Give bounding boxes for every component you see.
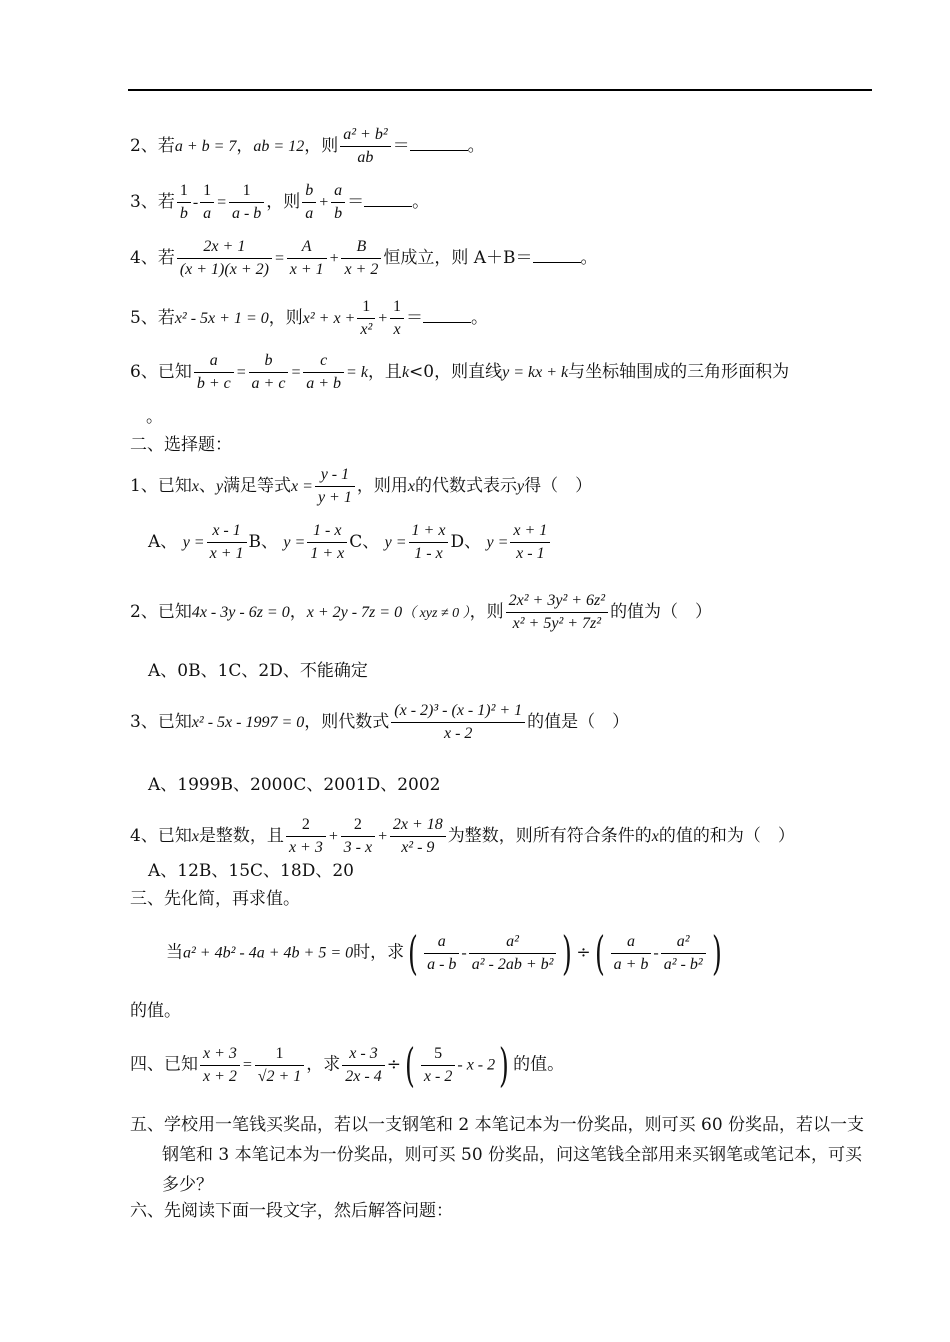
text: 。 <box>580 248 598 268</box>
math: x² - 5x - 1997 = 0 <box>191 714 305 731</box>
text: ＝ <box>406 308 424 328</box>
math: + <box>328 250 340 267</box>
right-paren: ) <box>499 1038 510 1092</box>
text: 是整数，且 <box>198 826 284 846</box>
denominator: a - b <box>427 955 457 973</box>
header-rule <box>128 89 872 91</box>
math: ab = 12 <box>253 138 305 155</box>
fraction <box>307 520 347 565</box>
numerator: a <box>611 931 652 954</box>
text: 的值。 <box>130 1001 181 1021</box>
numerator: 1 <box>229 180 264 203</box>
question-number: 1、 <box>130 476 158 496</box>
question-number: 6、 <box>130 362 158 382</box>
denominator: 1 + x <box>310 545 345 562</box>
denominator: x + 2 <box>203 1067 237 1085</box>
text: ，则 <box>304 136 339 156</box>
section-title: 六、先阅读下面一段文字，然后解答问题： <box>130 1201 453 1221</box>
denominator: b <box>179 205 188 222</box>
option-c[interactable] <box>349 522 450 562</box>
numerator: 1 <box>390 296 404 319</box>
option-c[interactable]: C、2001 <box>293 775 367 795</box>
fraction <box>611 931 652 976</box>
math: x <box>407 478 415 495</box>
numerator: 1 <box>200 180 214 203</box>
denominator: a² - 2ab + b² <box>471 955 554 973</box>
option-label: C、 <box>349 532 380 552</box>
fraction <box>342 1043 384 1088</box>
section-title: 二、选择题： <box>130 435 232 455</box>
question-number: 4、 <box>130 248 158 268</box>
denominator: y + 1 <box>317 489 352 506</box>
math: y = <box>182 534 205 551</box>
fraction <box>341 814 375 859</box>
math: ÷ <box>576 942 591 963</box>
text: ，则 <box>268 308 303 328</box>
answer-blank[interactable] <box>364 192 412 207</box>
numerator: x + 1 <box>510 520 550 543</box>
math: （ xyz ≠ 0 ） <box>402 606 470 621</box>
denominator: x - 2 <box>423 1067 453 1085</box>
numerator: 2x + 18 <box>390 814 446 837</box>
denominator: 1 - x <box>414 545 443 562</box>
math: y = <box>384 534 407 551</box>
denominator: x <box>393 321 401 338</box>
text: 已知 <box>157 362 192 382</box>
answer-blank[interactable] <box>533 248 581 263</box>
math: - x - 2 <box>457 1056 496 1074</box>
question-3 <box>130 180 429 225</box>
section-title: 三、先化简，再求值。 <box>130 889 300 909</box>
math: = <box>235 364 247 381</box>
numerator: A <box>287 236 327 259</box>
option-label: D、 <box>450 532 482 552</box>
option-label: A、 <box>148 532 178 552</box>
denominator: x + 1 <box>289 261 324 278</box>
math: = <box>273 250 285 267</box>
denominator: x - 2 <box>444 725 473 742</box>
left-paren: ( <box>594 926 605 980</box>
numerator: (x - 2)³ - (x - 1)² + 1 <box>391 700 525 723</box>
question-number: 5、 <box>130 308 158 328</box>
text: 。 <box>412 192 430 212</box>
section-title: 四、已知 <box>130 1054 198 1075</box>
text: 的值。 <box>513 1054 565 1075</box>
denominator: a <box>305 205 314 222</box>
fraction <box>424 931 459 976</box>
numerator: a <box>424 931 459 954</box>
math: + <box>377 310 389 327</box>
math: + <box>377 828 388 845</box>
numerator: x + 3 <box>200 1043 240 1066</box>
question-4 <box>130 236 598 281</box>
numerator: 1 <box>255 1043 305 1066</box>
text: ，则代数式 <box>304 712 390 732</box>
text: 的代数式表示 <box>414 476 517 496</box>
text: 的值为（ ） <box>610 602 713 622</box>
fraction <box>315 464 355 509</box>
answer-blank[interactable] <box>423 308 471 323</box>
denominator: ab <box>357 149 374 166</box>
choice-question-4 <box>130 814 795 859</box>
question-number: 3、 <box>130 712 158 732</box>
denominator: a + b <box>613 955 649 973</box>
choice-1-options <box>148 520 552 565</box>
fraction <box>302 180 316 225</box>
right-paren: ) <box>562 926 573 980</box>
text: ，则用 <box>356 476 408 496</box>
fraction <box>661 931 706 976</box>
question-number: 3、 <box>130 192 158 212</box>
math: a² + 4b² - 4a + 4b + 5 = 0 <box>183 944 354 962</box>
fraction <box>340 124 390 169</box>
math: - <box>192 194 199 211</box>
denominator: x + 2 <box>344 261 379 278</box>
section-3-tail <box>130 1000 181 1022</box>
fraction <box>177 180 191 225</box>
numerator: y - 1 <box>315 464 355 487</box>
option-label: B、 <box>248 532 278 552</box>
option-d[interactable] <box>450 522 552 562</box>
math: - <box>653 944 659 962</box>
numerator: 2 <box>286 814 326 837</box>
denominator: x² + 5y² + 7z² <box>512 615 602 632</box>
denominator: √2 + 1 <box>257 1067 302 1085</box>
denominator: 3 - x <box>343 839 373 856</box>
fraction <box>469 931 557 976</box>
text: ＝ <box>392 136 410 156</box>
section-2-title <box>130 434 232 456</box>
question-number: 2、 <box>130 602 158 622</box>
math: k <box>401 364 410 381</box>
math: 4x - 3y - 6z = 0 <box>191 604 290 621</box>
choice-4-options <box>148 860 354 882</box>
math: y <box>215 478 224 495</box>
math: + <box>327 828 339 845</box>
math: x = <box>291 478 313 495</box>
text: ，则 <box>266 192 301 212</box>
text: 、 <box>198 476 216 496</box>
option-a[interactable]: A、1999 <box>148 775 221 795</box>
denominator: a <box>203 205 212 222</box>
choice-question-2 <box>130 590 712 635</box>
text: 。 <box>467 136 485 156</box>
math: = <box>216 194 227 211</box>
math: x² + x + <box>302 310 356 327</box>
fraction <box>390 814 446 859</box>
numerator: 1 <box>357 296 375 319</box>
numerator: a² + b² <box>340 124 390 147</box>
denominator: x + 3 <box>288 839 323 856</box>
math: x + 2y - 7z = 0 <box>306 604 403 621</box>
numerator: 1 <box>177 180 191 203</box>
left-paren: ( <box>405 1038 415 1092</box>
denominator: x² - 9 <box>401 839 435 856</box>
denominator: x + 1 <box>209 545 244 562</box>
numerator: x - 1 <box>207 520 247 543</box>
text: 。 <box>146 407 163 427</box>
math: = <box>290 364 302 381</box>
fraction <box>331 180 345 225</box>
math: y = <box>283 534 306 551</box>
numerator: a² <box>469 931 557 954</box>
text: 与坐标轴围成的三角形面积为 <box>568 362 790 382</box>
text: 当 <box>166 942 183 963</box>
math: x <box>191 478 199 495</box>
fraction <box>194 350 234 395</box>
fraction <box>207 520 247 565</box>
option-c[interactable]: C、2 <box>228 661 270 681</box>
question-2 <box>130 124 485 169</box>
numerator: a² <box>661 931 706 954</box>
text: 若 <box>157 136 175 156</box>
text: 已知 <box>157 826 192 846</box>
question-5 <box>130 296 488 341</box>
fraction <box>200 1043 240 1088</box>
text: 若 <box>157 192 175 212</box>
option-b[interactable]: B、1 <box>188 661 229 681</box>
fraction <box>177 236 272 281</box>
text: <0，则直线 <box>409 362 503 382</box>
math: y = <box>486 534 509 551</box>
math: x² - 5x + 1 = 0 <box>174 310 269 327</box>
denominator: b <box>334 205 343 222</box>
text: 。 <box>471 308 489 328</box>
option-c[interactable]: C、18 <box>250 861 302 881</box>
denominator: a - b <box>231 205 262 222</box>
option-b[interactable]: B、15 <box>198 861 251 881</box>
text: ， <box>236 136 254 156</box>
math: x <box>191 828 199 845</box>
numerator: 2x + 1 <box>177 236 272 259</box>
question-number: 2、 <box>130 136 158 156</box>
option-a[interactable]: A、0 <box>148 661 189 681</box>
text: 得（ ） <box>524 476 593 496</box>
numerator: b <box>249 350 289 373</box>
fraction <box>506 590 608 635</box>
math: y = kx + k <box>502 364 569 381</box>
denominator: (x + 1)(x + 2) <box>179 261 269 278</box>
denominator: a² - b² <box>663 955 703 973</box>
choice-question-3 <box>130 700 629 745</box>
section-6-title <box>130 1200 453 1222</box>
fraction <box>229 180 264 225</box>
numerator: 1 + x <box>409 520 449 543</box>
text: 满足等式 <box>223 476 292 496</box>
denominator: 2x - 4 <box>345 1067 382 1085</box>
text: 若 <box>157 308 175 328</box>
text: 时，求 <box>353 942 405 963</box>
text: 的值的和为（ ） <box>658 826 795 846</box>
numerator: x - 3 <box>342 1043 384 1066</box>
right-paren: ) <box>711 926 722 980</box>
fraction <box>200 180 214 225</box>
text: ＝ <box>347 192 365 212</box>
numerator: 5 <box>421 1043 455 1066</box>
denominator: b + c <box>196 375 231 392</box>
paragraph: 五、学校用一笔钱买奖品，若以一支钢笔和 2 本笔记本为一份奖品，则可买 60 份奖品，若以一支钢笔和 3 本笔记本为一份奖品，则可买 50 份奖品，问这笔钱全部用来买钢笔或笔记本，可买多少？ <box>130 1115 865 1195</box>
numerator: c <box>303 350 344 373</box>
option-d[interactable]: D、20 <box>301 861 354 881</box>
option-d[interactable]: D、不能确定 <box>269 661 368 681</box>
answer-blank[interactable] <box>410 136 468 151</box>
option-a[interactable] <box>148 522 249 562</box>
math: + <box>318 194 330 211</box>
question-6-end <box>146 406 163 428</box>
numerator: 2x² + 3y² + 6z² <box>506 590 608 613</box>
numerator: 2 <box>341 814 375 837</box>
text: ，求 <box>306 1054 341 1075</box>
option-b[interactable] <box>248 522 350 562</box>
fraction <box>409 520 449 565</box>
fraction <box>421 1043 455 1088</box>
math: x <box>651 828 659 845</box>
section-3-title <box>130 888 300 910</box>
text: 已知 <box>157 712 192 732</box>
numerator: a <box>194 350 234 373</box>
text: 的值是（ ） <box>527 712 630 732</box>
text: 已知 <box>157 476 192 496</box>
text: 已知 <box>157 602 192 622</box>
math: = k <box>346 364 368 381</box>
denominator: x - 1 <box>516 545 545 562</box>
text: ，则 <box>469 602 504 622</box>
fraction <box>303 350 344 395</box>
option-b[interactable]: B、2000 <box>220 775 294 795</box>
fraction <box>391 700 525 745</box>
text: 为整数，则所有符合条件的 <box>447 826 652 846</box>
fraction <box>255 1043 305 1088</box>
fraction <box>390 296 404 341</box>
choice-3-options <box>148 774 441 796</box>
fraction <box>249 350 289 395</box>
math: ÷ <box>386 1054 401 1075</box>
fraction <box>510 520 550 565</box>
fraction <box>287 236 327 281</box>
math: - <box>461 944 467 962</box>
math: y <box>516 478 525 495</box>
fraction <box>286 814 326 859</box>
fraction <box>357 296 375 341</box>
section-4 <box>130 1038 565 1092</box>
text: ，且 <box>367 362 402 382</box>
left-paren: ( <box>408 926 419 980</box>
text: ， <box>289 602 307 622</box>
math: a + b = 7 <box>174 138 237 155</box>
text: 若 <box>157 248 175 268</box>
denominator: a + b <box>306 375 342 392</box>
numerator: 1 - x <box>307 520 347 543</box>
fraction <box>341 236 381 281</box>
question-number: 4、 <box>130 826 158 846</box>
question-6 <box>130 350 789 395</box>
numerator: B <box>341 236 381 259</box>
choice-2-options <box>148 660 368 682</box>
section-3-problem <box>166 926 726 980</box>
denominator: a + c <box>251 375 286 392</box>
text: 恒成立，则 A＋B＝ <box>383 248 533 268</box>
option-d[interactable]: D、2002 <box>366 775 441 795</box>
option-a[interactable]: A、12 <box>148 861 199 881</box>
section-5 <box>130 1110 875 1200</box>
math: = <box>241 1056 253 1074</box>
denominator: x² <box>360 321 373 338</box>
numerator: b <box>302 180 316 203</box>
numerator: a <box>331 180 345 203</box>
choice-question-1 <box>130 464 592 509</box>
